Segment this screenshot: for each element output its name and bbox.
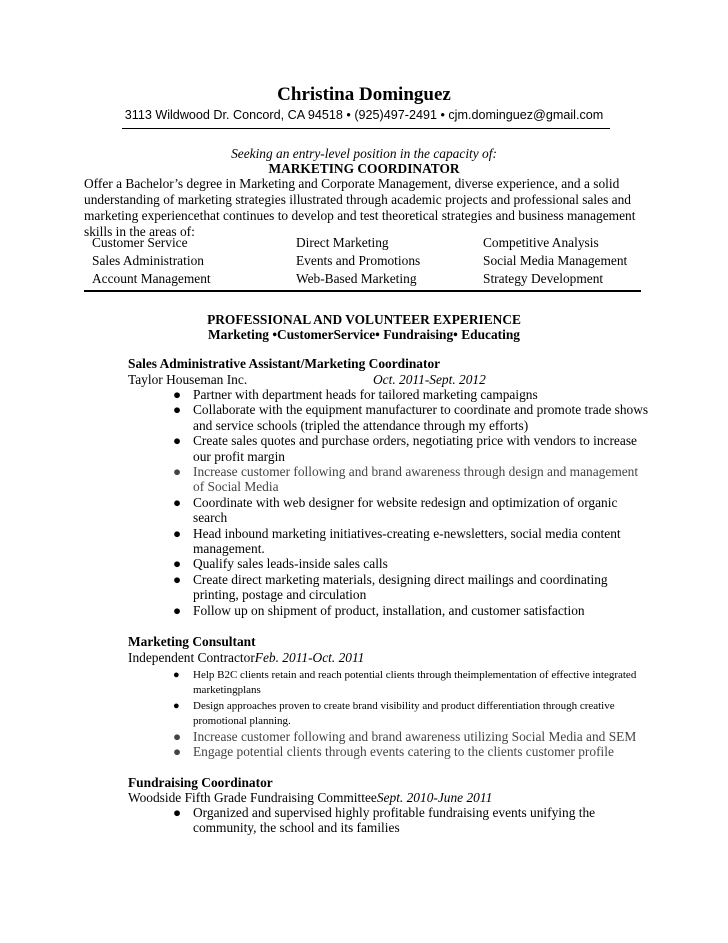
list-item <box>170 805 650 836</box>
bullet-text: Head inbound marketing initiatives-creating e-newsletters, social media content management. <box>193 525 621 557</box>
experience-section-title: PROFESSIONAL AND VOLUNTEER EXPERIENCE <box>207 312 521 327</box>
bullet-icon: ● <box>173 805 182 820</box>
bullet-text: Follow up on shipment of product, installation, and customer satisfaction <box>193 602 585 618</box>
list-item <box>170 402 650 433</box>
bullet-icon: ● <box>173 494 182 510</box>
list-item <box>170 572 650 603</box>
bullet-icon: ● <box>173 602 182 618</box>
objective-role: MARKETING COORDINATOR <box>268 161 460 176</box>
skill-item: Strategy Development <box>483 271 604 286</box>
list-item <box>170 526 650 557</box>
bullet-icon: ● <box>173 402 182 418</box>
job-dates: Oct. 2011-Sept. 2012 <box>373 372 486 387</box>
list-item <box>170 387 650 402</box>
skill-item: Competitive Analysis <box>483 235 599 250</box>
bullet-text: Organized and supervised highly profitable fundraising events unifying the community, the school and its families <box>193 805 596 836</box>
job-company: Taylor Houseman Inc. <box>128 372 248 387</box>
bullet-icon: ● <box>173 556 182 572</box>
bullet-text: Engage potential clients through events catering to the clients customer profile <box>193 744 614 760</box>
bullet-text: Increase customer following and brand awareness through design and management of Social Media <box>193 464 639 495</box>
job-company: Woodside Fifth Grade Fundraising Committee <box>128 790 377 805</box>
header-rule <box>122 128 610 129</box>
job-line <box>128 790 492 806</box>
job-title: Fundraising Coordinator <box>128 775 273 790</box>
bullet-text: Qualify sales leads-inside sales calls <box>193 556 388 572</box>
skill-item: Sales Administration <box>92 253 204 268</box>
list-item <box>170 744 650 759</box>
bullet-text: Create sales quotes and purchase orders, negotiating price with vendors to increase our profit margin <box>193 433 637 464</box>
bullet-icon: ● <box>173 571 182 587</box>
job-title: Sales Administrative Assistant/Marketing Coordinator <box>128 356 441 371</box>
contact-line: 3113 Wildwood Dr. Concord, CA 94518 • (925)497-2491 • cjm.dominguez@gmail.com <box>124 108 604 122</box>
job-bullets <box>170 805 650 836</box>
list-item <box>170 495 650 526</box>
candidate-name: Christina Dominguez <box>277 84 451 105</box>
experience-section-subtitle: Marketing •CustomerService• Fundraising• Educating <box>208 327 520 342</box>
bullet-icon: ● <box>173 525 182 541</box>
list-item <box>170 699 650 730</box>
skill-item: Account Management <box>92 271 211 286</box>
bullet-text: Create direct marketing materials, designing direct mailings and coordinating printing, postage and circulation <box>193 571 608 603</box>
bullet-text: Design approaches proven to create brand visibility and product differentiation through creative promotional planning. <box>193 699 615 728</box>
bullet-text: Collaborate with the equipment manufacturer to coordinate and promote trade shows and service schools (tripled the attendance through my efforts) <box>193 402 649 433</box>
bullet-text: Increase customer following and brand awareness utilizing Social Media and SEM <box>193 729 637 744</box>
list-item <box>170 556 650 571</box>
bullet-icon: ● <box>173 744 182 760</box>
skill-item: Events and Promotions <box>296 253 421 268</box>
skills-rule <box>84 290 641 292</box>
list-item <box>170 729 650 744</box>
job-bullets <box>170 668 650 730</box>
job-title: Marketing Consultant <box>128 634 256 649</box>
skill-item: Social Media Management <box>483 253 628 268</box>
bullet-icon: ● <box>173 699 180 712</box>
objective-summary: Offer a Bachelor’s degree in Marketing and Corporate Management, diverse experience, and a solid understanding of marketing strategies illustrated through academic projects and professional sales and marketing experiencethat continues to develop and test theoretical strategies and business management skills in the areas of: <box>84 176 636 239</box>
job-dates: Sept. 2010-June 2011 <box>376 790 493 805</box>
job-bullets <box>170 387 650 618</box>
objective-seeking: Seeking an entry-level position in the capacity of: <box>231 146 497 161</box>
bullet-text: Coordinate with web designer for website redesign and optimization of organic search <box>193 494 618 526</box>
list-item <box>170 668 650 699</box>
bullet-icon: ● <box>173 669 180 681</box>
skill-item: Web-Based Marketing <box>296 271 417 286</box>
bullet-icon: ● <box>173 387 182 402</box>
bullet-icon: ● <box>173 433 182 449</box>
skill-item: Customer Service <box>92 235 188 250</box>
job-line <box>128 650 364 666</box>
bullet-text: Partner with department heads for tailored marketing campaigns <box>193 387 538 402</box>
job-bullets-continued <box>170 729 650 760</box>
list-item <box>170 464 650 495</box>
bullet-icon: ● <box>173 729 182 744</box>
bullet-text: Help B2C clients retain and reach potential clients through theimplementation of effective integrated marketingplans <box>193 669 637 697</box>
list-item <box>170 433 650 464</box>
job-dates: Feb. 2011-Oct. 2011 <box>254 650 365 665</box>
skill-item: Direct Marketing <box>296 235 389 250</box>
list-item <box>170 603 650 618</box>
bullet-icon: ● <box>173 464 182 480</box>
job-company: Independent Contractor <box>128 650 255 665</box>
